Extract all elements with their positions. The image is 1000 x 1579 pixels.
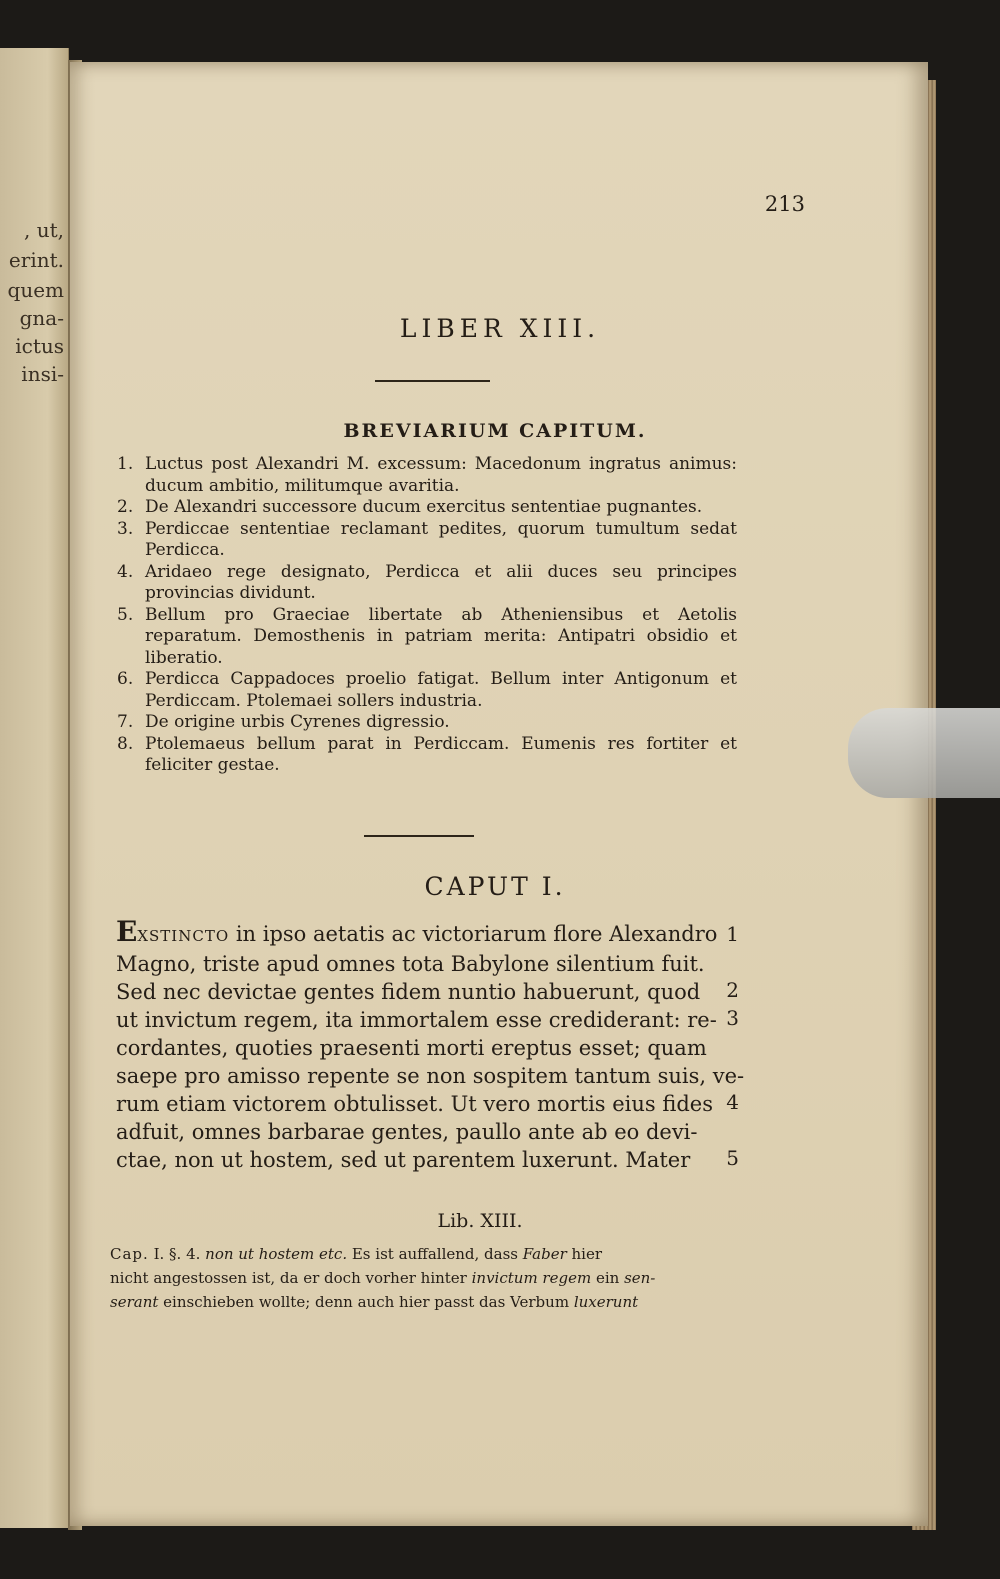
book-title: LIBER XIII. (399, 314, 601, 343)
verse-number: 3 (726, 1006, 739, 1030)
text-line: Magno, triste apud omnes tota Babylone silentium fuit. (116, 952, 705, 976)
list-item: 7. De origine urbis Cyrenes digressio. (117, 712, 450, 732)
chapter-summary-list (117, 454, 737, 777)
footnote (110, 1242, 725, 1314)
breviarium-title: BREVIARIUM CAPITUM. (343, 420, 647, 442)
title-rule (375, 380, 490, 382)
left-page-fragment: quem (7, 278, 64, 302)
list-item: 5. Bellum pro Graeciae libertate ab Atheniensibus et Aetolis reparatum. Demosthenis in patriam merita: Antipatri obsidio et liberatio. (117, 604, 737, 668)
text-line: adfuit, omnes barbarae gentes, paullo ante ab eo devi- (116, 1120, 698, 1144)
text-line: ctae, non ut hostem, sed ut parentem luxerunt. Mater (116, 1148, 691, 1172)
left-page-fragment: ictus (15, 334, 64, 358)
first-word: XSTINCTO (137, 927, 230, 945)
text-line: rum etiam victorem obtulisset. Ut vero mortis eius fides (116, 1092, 714, 1116)
verse-number: 1 (726, 922, 739, 946)
list-item: 1. Luctus post Alexandri M. excessum: Macedonum ingratus animus: ducum ambitio, militumque avaritia. (117, 454, 737, 496)
left-page-fragment: gna- (19, 306, 64, 330)
list-item: 8. Ptolemaeus bellum parat in Perdiccam. Eumenis res fortiter et feliciter gestae. (117, 733, 737, 775)
left-page-fragment: erint. (8, 248, 64, 272)
verse-number: 2 (726, 978, 739, 1002)
text-line: cordantes, quoties praesenti morti ereptus esset; quam (116, 1036, 707, 1060)
dropcap: E (116, 915, 138, 948)
left-page-edge (0, 48, 69, 1528)
verse-number: 4 (726, 1090, 739, 1114)
page-number: 213 (764, 192, 805, 216)
bookmark-tab (848, 708, 1000, 798)
verse-number: 5 (726, 1146, 739, 1170)
catchword: Lib. XIII. (437, 1210, 523, 1232)
footnote-line: nicht angestossen ist, da er doch vorher hinter invictum regem ein sen- (110, 1269, 656, 1287)
list-item: 6. Perdicca Cappadoces proelio fatigat. Bellum inter Antigonum et Perdiccam. Ptolemaei sollers industria. (117, 669, 737, 711)
section-rule (364, 835, 474, 837)
text-line: EXSTINCTO in ipso aetatis ac victoriarum flore Alexandro (116, 915, 718, 948)
footnote-line: serant einschieben wollte; denn auch hier passt das Verbum luxerunt (110, 1293, 639, 1311)
list-item: 4. Aridaeo rege designato, Perdicca et alii duces seu principes provincias dividunt. (117, 561, 737, 603)
list-item: 2. De Alexandri successore ducum exercitus sententiae pugnantes. (117, 497, 703, 517)
left-page-fragment: , ut, (24, 218, 64, 242)
left-page-fragment: insi- (21, 362, 64, 386)
text-line: Sed nec devictae gentes fidem nuntio habuerunt, quod (116, 980, 701, 1004)
book-page (70, 62, 928, 1526)
chapter-title: CAPUT I. (424, 872, 566, 901)
text-line: saepe pro amisso repente se non sospitem tantum suis, ve- (116, 1064, 745, 1088)
text-line: ut invictum regem, ita immortalem esse crediderant: re- (116, 1008, 717, 1032)
chapter-body (116, 915, 745, 1174)
list-item: 3. Perdiccae sententiae reclamant pedites, quorum tumultum sedat Perdicca. (117, 518, 737, 560)
footnote-line: Cap. I. §. 4. non ut hostem etc. Es ist auffallend, dass Faber hier (110, 1245, 603, 1263)
